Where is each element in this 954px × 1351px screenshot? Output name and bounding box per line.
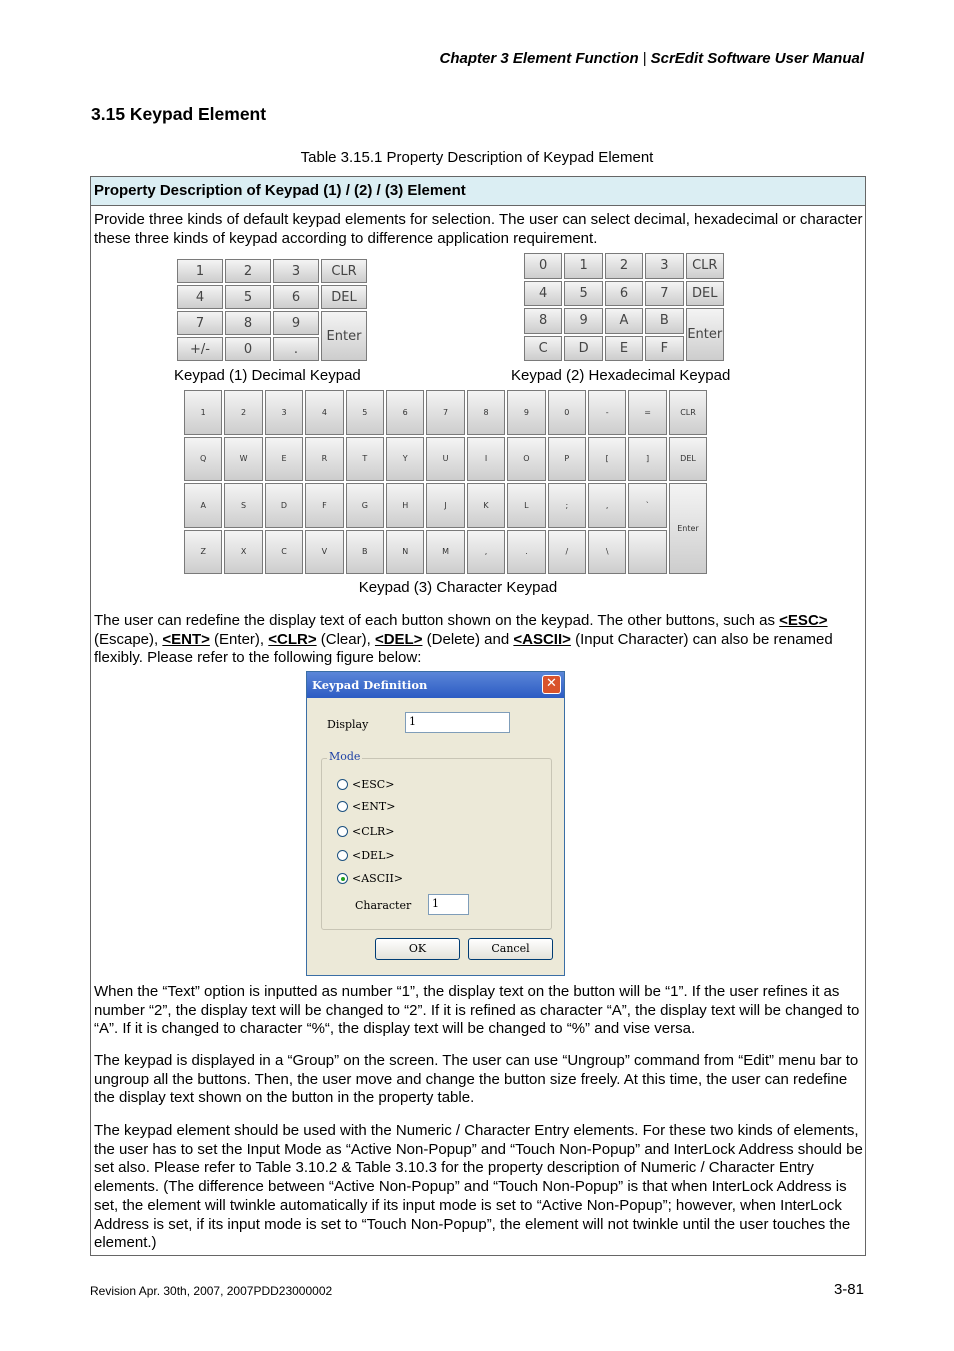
- key-comma[interactable]: ,: [467, 530, 505, 575]
- radio-button-icon: [337, 779, 348, 790]
- key-4[interactable]: 4: [305, 390, 343, 435]
- key-q[interactable]: Q: [184, 437, 222, 482]
- display-input[interactable]: 1: [405, 712, 510, 733]
- radio-button-icon: [337, 801, 348, 812]
- key-del[interactable]: DEL: [321, 285, 367, 309]
- key-0[interactable]: 0: [548, 390, 586, 435]
- key-6[interactable]: 6: [386, 390, 424, 435]
- radio-button-icon: [337, 850, 348, 861]
- key-slash[interactable]: /: [548, 530, 586, 575]
- key-equals[interactable]: =: [628, 390, 666, 435]
- usage-paragraph: The keypad element should be used with the Numeric / Character Entry elements. For these two kinds of elements, the user has to set the Input Mode as “Active Non-Popup” and “Touch Non-Popup” and InterLock Address should be set also. Please refer to Table 3.10.2 & Table 3.10.3 for the property description of Numeric / Character Entry elements. (The difference between “Active Non-Popup” and “Touch Non-Popup” is that when InterLock Address is set, the element will twinkle automatically if its input mode is set to “Active Non-Popup”; however, when InterLock Address is set, if its input mode is set to “Touch Non-Popup”, the element will not twinkle until the user touches the element.): [94, 1122, 863, 1252]
- radio-selected-icon: [337, 873, 348, 884]
- key-o[interactable]: O: [507, 437, 545, 482]
- key-w[interactable]: W: [224, 437, 262, 482]
- radio-ascii[interactable]: <ASCII>: [337, 872, 403, 885]
- key-8[interactable]: 8: [467, 390, 505, 435]
- running-header: [439, 50, 864, 67]
- key-clr[interactable]: CLR: [321, 259, 367, 283]
- key-s[interactable]: S: [224, 483, 262, 528]
- key-a[interactable]: A: [184, 483, 222, 528]
- key-x[interactable]: X: [224, 530, 262, 575]
- key-dot[interactable]: .: [273, 337, 319, 361]
- keypad1-label: Keypad (1) Decimal Keypad: [174, 367, 361, 384]
- key-2[interactable]: 2: [225, 259, 271, 283]
- keypad3-label: Keypad (3) Character Keypad: [358, 579, 558, 596]
- key-5[interactable]: 5: [564, 281, 602, 307]
- key-7[interactable]: 7: [426, 390, 464, 435]
- key-k[interactable]: K: [467, 483, 505, 528]
- table-caption: Table 3.15.1 Property Description of Keypad Element: [300, 149, 654, 166]
- ascii-key-ref: <ASCII>: [513, 630, 571, 648]
- display-label: Display: [327, 718, 369, 731]
- key-i[interactable]: I: [467, 437, 505, 482]
- keypad2-label: Keypad (2) Hexadecimal Keypad: [511, 367, 731, 384]
- key-+slashminus[interactable]: +/-: [177, 337, 223, 361]
- key-d[interactable]: D: [564, 336, 602, 362]
- key-lbracket[interactable]: [: [588, 437, 626, 482]
- key-b[interactable]: B: [645, 308, 683, 334]
- key-0[interactable]: 0: [524, 253, 562, 279]
- intro-paragraph: Provide three kinds of default keypad elements for selection. The user can select decimal, hexadecimal or character these three kinds of keypad according to difference application requirement.: [94, 211, 863, 247]
- key-9[interactable]: 9: [564, 308, 602, 334]
- key-2[interactable]: 2: [605, 253, 643, 279]
- table-header: Property Description of Keypad (1) / (2) / (3) Element: [91, 177, 865, 206]
- keypad-definition-dialog: [306, 671, 565, 976]
- key-9[interactable]: 9: [273, 311, 319, 335]
- key-rbracket[interactable]: ]: [628, 437, 666, 482]
- key-f[interactable]: F: [305, 483, 343, 528]
- key-enter[interactable]: Enter: [669, 483, 707, 574]
- key-m[interactable]: M: [426, 530, 464, 575]
- key-t[interactable]: T: [346, 437, 384, 482]
- key-y[interactable]: Y: [386, 437, 424, 482]
- key-c[interactable]: C: [524, 336, 562, 362]
- ok-button[interactable]: OK: [375, 938, 460, 960]
- mode-group-label: Mode: [329, 750, 361, 763]
- close-icon[interactable]: ✕: [542, 675, 561, 694]
- key-2[interactable]: 2: [224, 390, 262, 435]
- key-h[interactable]: H: [386, 483, 424, 528]
- key-3[interactable]: 3: [265, 390, 303, 435]
- key-3[interactable]: 3: [273, 259, 319, 283]
- dialog-title-bar: [307, 672, 564, 698]
- key-p[interactable]: P: [548, 437, 586, 482]
- radio-button-icon: [337, 826, 348, 837]
- ent-key-ref: <ENT>: [162, 630, 210, 648]
- key-6[interactable]: 6: [605, 281, 643, 307]
- footer-revision: Revision Apr. 30th, 2007, 2007PDD23000002: [90, 1284, 333, 1298]
- radio-esc[interactable]: <ESC>: [337, 778, 394, 791]
- key-del[interactable]: DEL: [686, 281, 724, 307]
- group-paragraph: The keypad is displayed in a “Group” on the screen. The user can use “Ungroup” command from “Edit” menu bar to ungroup all the buttons. Then, the user move and change the button size freely. At this time, the user can redefine the display text shown on the button in the property table.: [94, 1052, 859, 1107]
- hexadecimal-keypad: [524, 253, 724, 362]
- key-4[interactable]: 4: [524, 281, 562, 307]
- esc-key-ref: <ESC>: [779, 612, 828, 629]
- clr-key-ref: <CLR>: [268, 630, 317, 648]
- key-c[interactable]: C: [265, 530, 303, 575]
- key-d[interactable]: D: [265, 483, 303, 528]
- key-blank[interactable]: [628, 530, 666, 575]
- radio-del[interactable]: <DEL>: [337, 849, 395, 862]
- key-5[interactable]: 5: [346, 390, 384, 435]
- key-3[interactable]: 3: [645, 253, 683, 279]
- text-option-paragraph: When the “Text” option is inputted as number “1”, the display text on the button will be “1”. If the user refines it as number “2”, the display text will be changed to “2”. If it is refined as character “A”, the display text will be changed to “A”. If it is changed to character “%“, the display text will be changed to “%” and vise versa.: [94, 983, 860, 1038]
- key-z[interactable]: Z: [184, 530, 222, 575]
- key-n[interactable]: N: [386, 530, 424, 575]
- key-l[interactable]: L: [507, 483, 545, 528]
- key-6[interactable]: 6: [273, 285, 319, 309]
- key-0[interactable]: 0: [225, 337, 271, 361]
- key-u[interactable]: U: [426, 437, 464, 482]
- key-backslash[interactable]: \: [588, 530, 626, 575]
- key-7[interactable]: 7: [177, 311, 223, 335]
- key-enter[interactable]: Enter: [321, 311, 367, 361]
- key-backtick[interactable]: `: [628, 483, 666, 528]
- key-5[interactable]: 5: [225, 285, 271, 309]
- key-8[interactable]: 8: [524, 308, 562, 334]
- page-number: 3-81: [833, 1281, 864, 1298]
- key-1[interactable]: 1: [177, 259, 223, 283]
- key-7[interactable]: 7: [645, 281, 683, 307]
- key-clr[interactable]: CLR: [669, 390, 707, 435]
- key-1[interactable]: 1: [564, 253, 602, 279]
- manual-title: ScrEdit Software User Manual: [650, 50, 864, 67]
- key-b[interactable]: B: [346, 530, 384, 575]
- character-input[interactable]: 1: [428, 894, 469, 915]
- key-clr[interactable]: CLR: [686, 253, 724, 279]
- radio-ent[interactable]: <ENT>: [337, 800, 395, 813]
- cancel-button[interactable]: Cancel: [468, 938, 553, 960]
- key-v[interactable]: V: [305, 530, 343, 575]
- section-title: 3.15 Keypad Element: [91, 104, 267, 124]
- key-minus[interactable]: -: [588, 390, 626, 435]
- key-comma[interactable]: ,: [588, 483, 626, 528]
- key-r[interactable]: R: [305, 437, 343, 482]
- dialog-title: Keypad Definition: [312, 678, 428, 692]
- key-4[interactable]: 4: [177, 285, 223, 309]
- key-del[interactable]: DEL: [669, 437, 707, 482]
- key-g[interactable]: G: [346, 483, 384, 528]
- del-key-ref: <DEL>: [374, 630, 423, 648]
- property-table: [90, 176, 866, 1256]
- character-label: Character: [355, 899, 412, 912]
- key-f[interactable]: F: [645, 336, 683, 362]
- redefine-paragraph: The user can redefine the display text of each button shown on the keypad. The other buttons, such as <ESC> (Escape), <ENT> (Enter), <CLR> (Clear), <DEL> (Delete) and <ASCII> (Input Character) can also be renamed flexibly. Please refer to the following figure below:: [94, 612, 833, 667]
- key-1[interactable]: 1: [184, 390, 222, 435]
- key-enter[interactable]: Enter: [686, 308, 724, 361]
- key-9[interactable]: 9: [507, 390, 545, 435]
- key-dot[interactable]: .: [507, 530, 545, 575]
- key-semicolon[interactable]: ;: [548, 483, 586, 528]
- chapter-title: Chapter 3 Element Function: [439, 50, 639, 67]
- key-a[interactable]: A: [605, 308, 643, 334]
- header-separator: |: [642, 50, 647, 67]
- radio-clr[interactable]: <CLR>: [337, 825, 394, 838]
- key-e[interactable]: E: [605, 336, 643, 362]
- key-e[interactable]: E: [265, 437, 303, 482]
- key-8[interactable]: 8: [225, 311, 271, 335]
- character-keypad: [184, 390, 708, 573]
- key-j[interactable]: J: [426, 483, 464, 528]
- decimal-keypad: [177, 259, 370, 363]
